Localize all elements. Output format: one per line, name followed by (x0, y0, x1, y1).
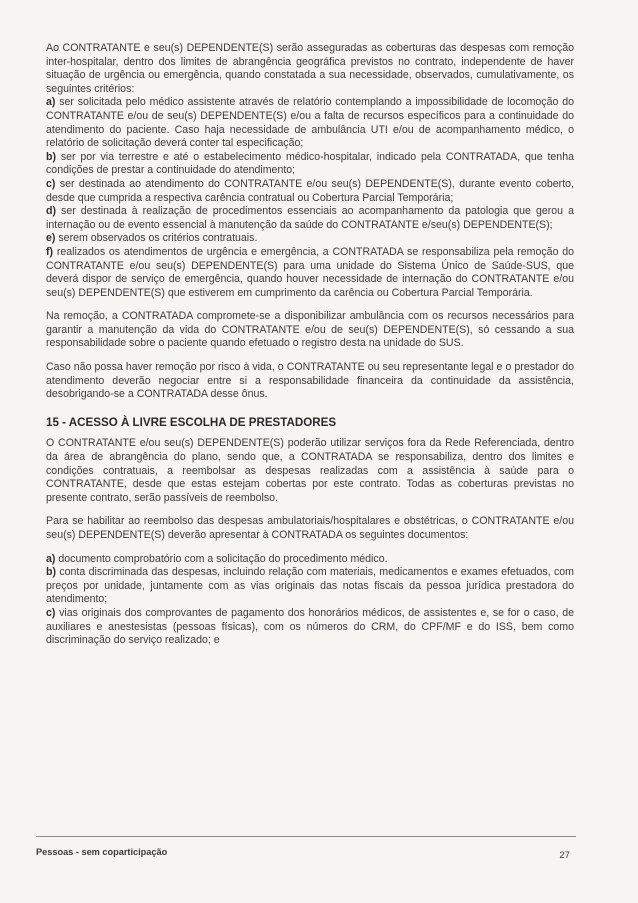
item-text: serem observados os critérios contratuais. (58, 232, 258, 245)
item-letter: b) (46, 150, 56, 163)
item-letter: a) (46, 552, 56, 565)
item-text: ser destinada à realização de procedimentos essenciais ao acompanhamento da patologia que gerou a internação ou de evento essencial à manutenção da saúde do CONTRATANTE e/seu(s) DEPENDENTE(S); (46, 205, 574, 231)
item-letter: c) (46, 177, 56, 190)
document-item-b (46, 566, 574, 607)
documents-list (46, 553, 574, 648)
risco-paragraph: Caso não possa haver remoção por risco à vida, o CONTRATANTE ou seu representante legal e o prestador do atendimento deverão negociar entre si a responsabilidade financeira da continuidade da assistência, desobrigando-se a CONTRATADA desse ônus. (46, 361, 574, 401)
footer-plan-label: Pessoas - sem coparticipação (36, 847, 168, 857)
document-item-c (46, 607, 574, 648)
criteria-item-d (46, 205, 574, 232)
criteria-item-b (46, 151, 574, 178)
criteria-item-c (46, 178, 574, 205)
item-text: conta discriminada das despesas, incluindo relação com materiais, medicamentos e exames efetuados, com preços por unidade, juntamente com as vias originais das notas fiscais da pessoa jurídica prestadora do atendimento; (46, 566, 574, 606)
section-heading: 15 - ACESSO À LIVRE ESCOLHA DE PRESTADORES (46, 415, 337, 429)
page-number: 27 (559, 850, 570, 861)
remocao-paragraph: Na remoção, a CONTRATADA compromete-se a disponibilizar ambulância com os recursos necessários para garantir a manutenção da vida do CONTRATANTE e/ou de seu(s) DEPENDENTE(S), só cessando a sua responsabilidade sobre o paciente quando efetuado o registro desta na unidade do SUS. (46, 310, 574, 350)
item-letter: a) (46, 96, 56, 109)
item-letter: d) (46, 205, 56, 218)
item-text: ser por via terrestre e até o estabelecimento médico-hospitalar, indicado pela CONTRATADA, que tenha condições de prestar a continuidade do atendimento; (46, 150, 574, 177)
page-content (46, 42, 574, 648)
criteria-item-e (46, 232, 574, 246)
criteria-list (46, 96, 574, 300)
criteria-item-a (46, 96, 574, 150)
intro-paragraph: Ao CONTRATANTE e seu(s) DEPENDENTE(S) serão asseguradas as coberturas das despesas com remoção inter-hospitalar, dentro dos limites de abrangência geográfica previstos no contrato, independente de haver situação de urgência ou emergência, quando constatada a sua necessidade, observados, cumulativamente, os seguintes critérios: (46, 42, 574, 95)
item-text: realizados os atendimentos de urgência e emergência, a CONTRATADA se responsabiliza pela remoção do CONTRATANTE e/ou seu(s) DEPENDENTE(S) para uma unidade do Sistema Único de Saúde-SUS, que deverá dispor de serviço de emergência, quando houver necessidade de internação do CONTRATANTE e/ou seu(s) DEPENDENTE(S) que estiverem em cumprimento da carência ou Cobertura Parcial Temporária. (46, 245, 574, 299)
item-text: documento comprobatório com a solicitação do procedimento médico. (58, 552, 388, 565)
criteria-item-f (46, 246, 574, 300)
livre-escolha-paragraph: O CONTRATANTE e/ou seu(s) DEPENDENTE(S) poderão utilizar serviços fora da Rede Referenciada, dentro da área de abrangência do plano, sendo que, a CONTRATADA se responsabiliza, dentro dos limites e condições contratuais, a reembolsar as despesas realizadas com a assistência à saúde para o CONTRATANTE, desde que estas estejam cobertas por este contrato. Todas as coberturas previstas no presente contrato, serão passíveis de reembolso. (46, 437, 574, 504)
item-text: ser solicitada pelo médico assistente através de relatório contemplando a impossibilidade de locomoção do CONTRATANTE e/ou de seu(s) DEPENDENTE(S) e/ou a falta de recursos específicos para a continuidade do atendimento do paciente. Caso haja necessidade de ambulância UTI e/ou de acompanhamento médico, o relatório de solicitação deverá conter tal especificação; (46, 96, 574, 150)
item-letter: b) (46, 566, 56, 579)
document-item-a (46, 553, 574, 567)
item-letter: f) (46, 245, 54, 258)
item-text: ser destinada ao atendimento do CONTRATANTE e/ou seu(s) DEPENDENTE(S), durante evento coberto, desde que cumprida a respectiva carência contratual ou Cobertura Parcial Temporária; (46, 177, 574, 204)
item-text: vias originais dos comprovantes de pagamento dos honorários médicos, de assistentes e, se for o caso, de auxiliares e anestesistas (pessoas físicas), com os números do CRM, do CPF/MF e do ISS, bem como discriminação do serviço realizado; e (46, 606, 575, 647)
item-letter: e) (46, 232, 56, 245)
item-letter: c) (46, 606, 56, 619)
page-footer (36, 836, 576, 861)
reembolso-paragraph: Para se habilitar ao reembolso das despesas ambulatoriais/hospitalares e obstétricas, o CONTRATANTE e/ou seu(s) DEPENDENTE(S) deverão apresentar à CONTRATADA os seguintes documentos: (46, 515, 574, 541)
